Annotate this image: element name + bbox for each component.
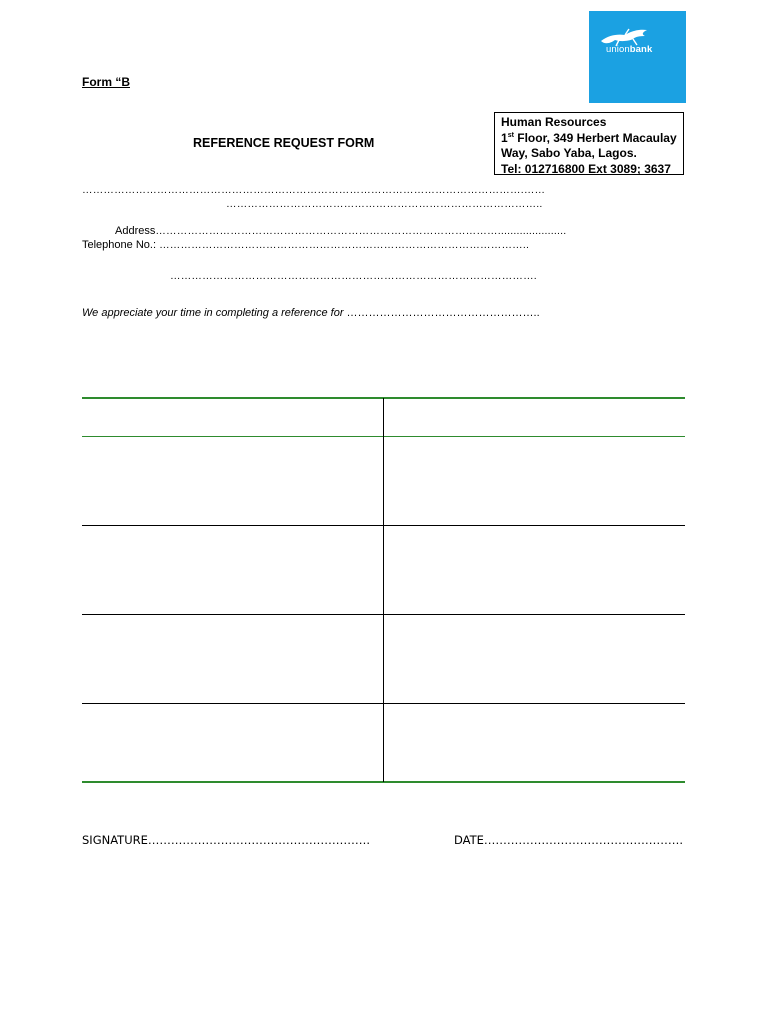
- page-title: REFERENCE REQUEST FORM: [193, 136, 375, 150]
- candidate-name-field[interactable]: ……………………………………………..: [346, 307, 540, 319]
- form-code: Form “B: [82, 75, 130, 89]
- hr-line-3: Way, Sabo Yaba, Lagos.: [501, 146, 637, 160]
- appreciation-text: We appreciate your time in completing a reference for: [82, 307, 344, 319]
- telephone-field[interactable]: …………………………………………………………………………………………..: [159, 239, 530, 251]
- table-cell[interactable]: [84, 527, 382, 613]
- telephone-label: Telephone No.:: [82, 239, 156, 251]
- table-cell[interactable]: [385, 527, 683, 613]
- address-row: [115, 225, 566, 237]
- signature-field[interactable]: SIGNATURE………………………………………………….: [82, 833, 371, 847]
- logo-text-bold: bank: [629, 44, 653, 55]
- union-bank-logo: [589, 11, 686, 103]
- table-cell[interactable]: [385, 438, 683, 524]
- table-cell[interactable]: [84, 705, 382, 780]
- appreciation-line: [82, 307, 540, 319]
- blank-line-3[interactable]: ………………………………………………………………………………………….: [170, 270, 537, 282]
- blank-line-2[interactable]: ……………………………………………………………………………..: [226, 198, 543, 210]
- address-label: Address: [115, 225, 156, 237]
- hr-line-2: 1st Floor, 349 Herbert Macaulay: [501, 130, 677, 145]
- table-header-cell-left[interactable]: [84, 400, 382, 435]
- table-cell[interactable]: [84, 616, 382, 702]
- address-field[interactable]: ……………………………………………………………………………………......................: [155, 225, 567, 237]
- table-column-divider: [383, 398, 384, 782]
- table-cell[interactable]: [84, 438, 382, 524]
- hr-address-box: [494, 112, 684, 175]
- table-cell[interactable]: [385, 705, 683, 780]
- telephone-row: [82, 239, 529, 251]
- blank-line-1[interactable]: …………………………………………………………………………………………………………….……: [82, 184, 546, 196]
- logo-text-light: union: [606, 44, 630, 55]
- hr-line-4: Tel: 012716800 Ext 3089; 3637: [501, 161, 671, 176]
- date-field[interactable]: DATE…………………………………………….: [454, 833, 684, 847]
- hr-line-1: Human Resources: [501, 115, 607, 129]
- table-header-cell-right[interactable]: [385, 400, 683, 435]
- table-cell[interactable]: [385, 616, 683, 702]
